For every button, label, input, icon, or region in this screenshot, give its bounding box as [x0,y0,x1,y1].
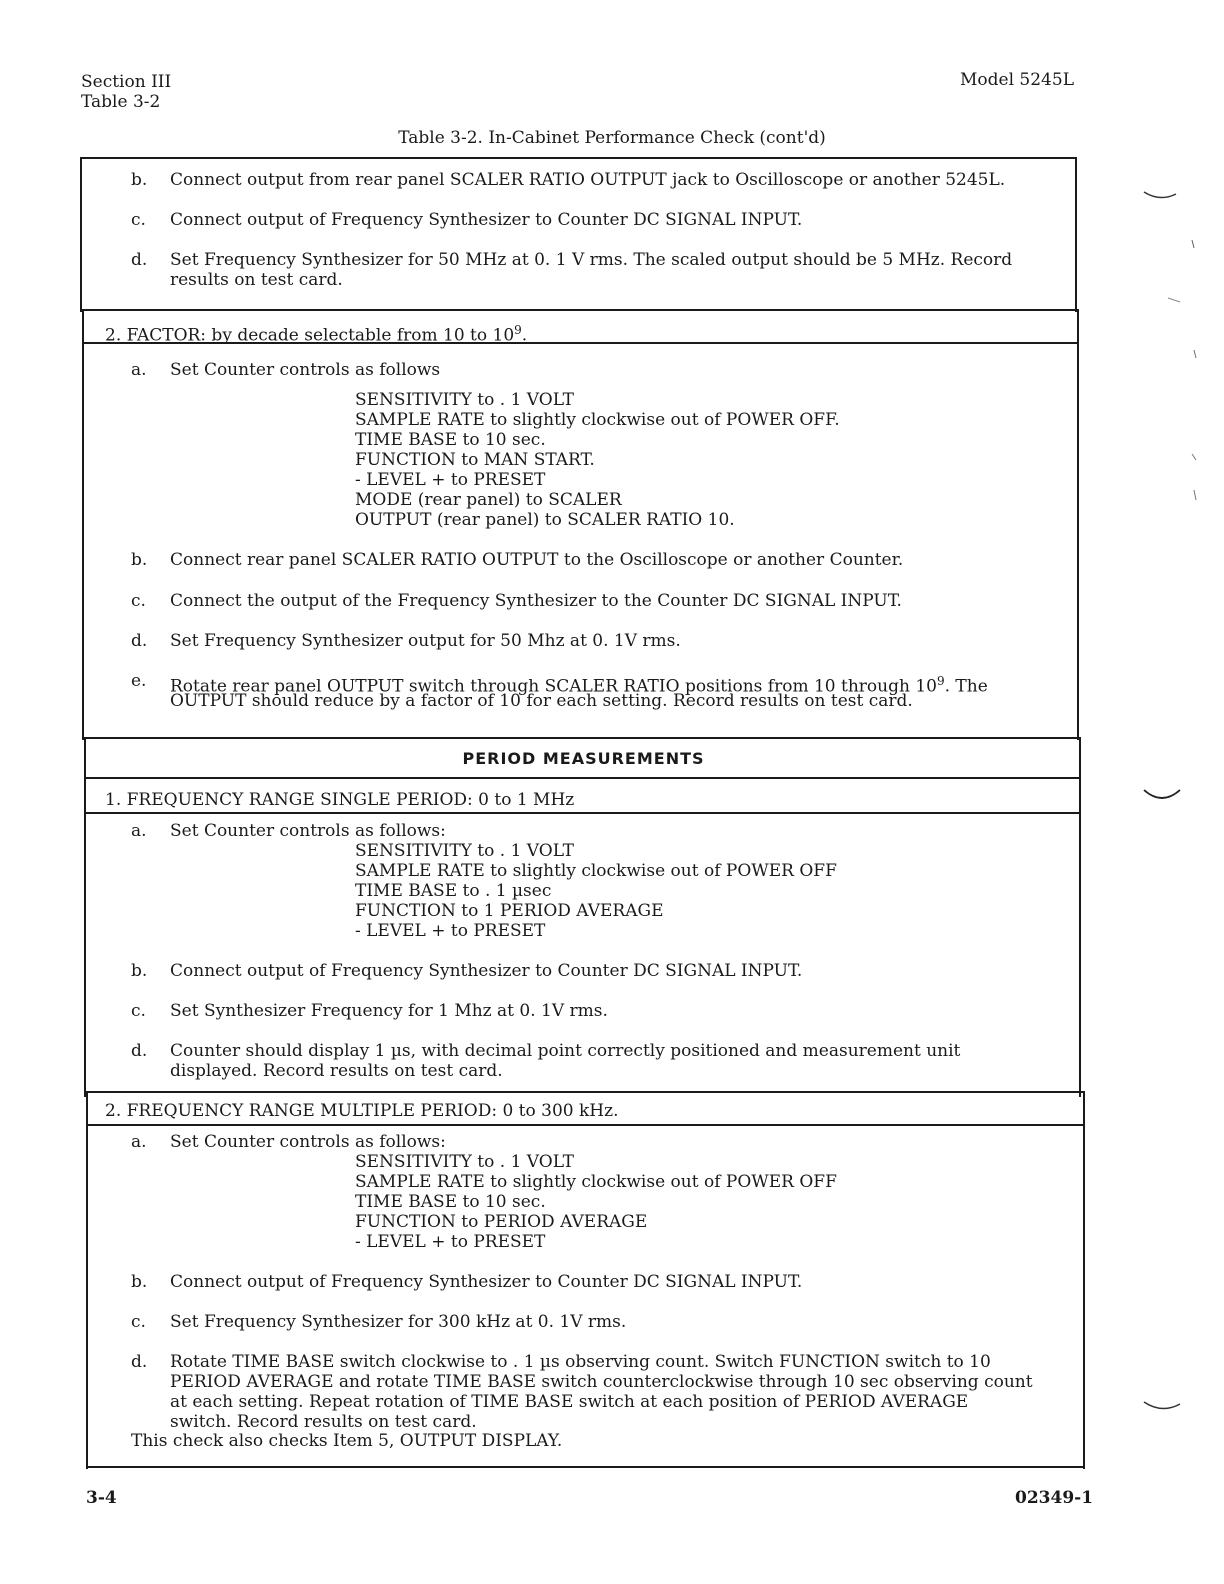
control-setting: SENSITIVITY to . 1 VOLT [355,841,574,861]
step-label: a. [131,1132,147,1152]
step-label: d. [131,250,148,270]
step-text: Connect output from rear panel SCALER RATIO OUTPUT jack to Oscilloscope or another 5245L. [170,170,1006,190]
document-number: 02349-1 [1015,1488,1094,1508]
period-measurements-banner: PERIOD MEASUREMENTS [462,749,705,768]
step-text: Connect output of Frequency Synthesizer to Counter DC SIGNAL INPUT. [170,1272,803,1292]
control-setting: FUNCTION to PERIOD AVERAGE [355,1212,648,1232]
step-label: a. [131,821,147,841]
control-setting: FUNCTION to 1 PERIOD AVERAGE [355,901,664,921]
step-label: c. [131,210,146,230]
step-label: b. [131,961,148,981]
step-label: d. [131,1352,148,1372]
table-reference: Table 3-2 [81,92,161,112]
scan-mark [1144,192,1176,198]
control-setting: FUNCTION to MAN START. [355,450,595,470]
step-text: Set Synthesizer Frequency for 1 Mhz at 0. 1V rms. [170,1001,608,1021]
step-text: Set Counter controls as follows: [170,821,446,841]
step-label: b. [131,170,148,190]
control-setting: TIME BASE to . 1 µsec [355,881,552,901]
step-label: c. [131,591,146,611]
section-label: Section III [81,72,172,92]
scan-mark [1144,1402,1180,1409]
step-text: OUTPUT should reduce by a factor of 10 for each setting. Record results on test card. [170,691,913,711]
page-number: 3-4 [86,1488,117,1508]
heading-text: 2. FACTOR: by decade selectable from 10 to 10 [105,325,515,346]
control-setting: SAMPLE RATE to slightly clockwise out of POWER OFF [355,1172,837,1192]
step-text-end: . The [944,676,988,697]
scan-mark [1192,240,1194,248]
step-text: Connect rear panel SCALER RATIO OUTPUT to the Oscilloscope or another Counter. [170,550,904,570]
step-text: switch. Record results on test card. [170,1412,477,1432]
step-label: b. [131,1272,148,1292]
step-label: c. [131,1312,146,1332]
step-text: at each setting. Repeat rotation of TIME BASE switch at each position of PERIOD AVERAGE [170,1392,969,1412]
step-text: Set Frequency Synthesizer output for 50 Mhz at 0. 1V rms. [170,631,681,651]
scan-mark [1168,298,1180,302]
step-text: Rotate TIME BASE switch clockwise to . 1 µs observing count. Switch FUNCTION switch to 10 [170,1352,991,1372]
model-label: Model 5245L [960,70,1074,90]
scan-margin-marks [1140,180,1210,1420]
step-text: Set Counter controls as follows: [170,1132,446,1152]
section-heading-factor [105,320,527,346]
superscript: 9 [514,323,522,337]
step-text: Connect the output of the Frequency Synthesizer to the Counter DC SIGNAL INPUT. [170,591,902,611]
control-setting: TIME BASE to 10 sec. [355,1192,546,1212]
section-heading-multiple-period: 2. FREQUENCY RANGE MULTIPLE PERIOD: 0 to 300 kHz. [105,1101,619,1121]
step-text: results on test card. [170,270,343,290]
control-setting: SAMPLE RATE to slightly clockwise out of POWER OFF. [355,410,840,430]
step-text: Set Frequency Synthesizer for 300 kHz at 0. 1V rms. [170,1312,627,1332]
control-setting: - LEVEL + to PRESET [355,921,546,941]
scan-mark [1144,790,1180,798]
control-setting: SENSITIVITY to . 1 VOLT [355,390,574,410]
control-setting: SENSITIVITY to . 1 VOLT [355,1152,574,1172]
superscript: 9 [936,674,945,688]
control-setting: OUTPUT (rear panel) to SCALER RATIO 10. [355,510,735,530]
step-label: c. [131,1001,146,1021]
step-label: a. [131,360,147,380]
step-text: Counter should display 1 µs, with decimal point correctly positioned and measurement unit [170,1041,961,1061]
control-setting: SAMPLE RATE to slightly clockwise out of POWER OFF [355,861,837,881]
step-label: b. [131,550,148,570]
step-text: Connect output of Frequency Synthesizer to Counter DC SIGNAL INPUT. [170,210,803,230]
step-text: Connect output of Frequency Synthesizer to Counter DC SIGNAL INPUT. [170,961,803,981]
step-text: PERIOD AVERAGE and rotate TIME BASE switch counterclockwise through 10 sec observing count [170,1372,1033,1392]
scan-mark [1192,454,1196,460]
step-label: d. [131,1041,148,1061]
control-setting: TIME BASE to 10 sec. [355,430,546,450]
scan-mark [1194,490,1196,500]
control-setting: - LEVEL + to PRESET [355,1232,546,1252]
section-heading-single-period: 1. FREQUENCY RANGE SINGLE PERIOD: 0 to 1 MHz [105,790,575,810]
control-setting: MODE (rear panel) to SCALER [355,490,622,510]
step-label: d. [131,631,148,651]
heading-end: . [521,325,528,346]
control-setting: - LEVEL + to PRESET [355,470,546,490]
scan-mark [1194,350,1196,358]
step-text: Set Frequency Synthesizer for 50 MHz at 0. 1 V rms. The scaled output should be 5 MHz. Record [170,250,1013,270]
note-text: This check also checks Item 5, OUTPUT DISPLAY. [131,1431,563,1451]
table-caption: Table 3-2. In-Cabinet Performance Check (cont'd) [398,128,826,148]
step-text-part: Rotate rear panel OUTPUT switch through SCALER RATIO positions from 10 through 10 [170,676,937,697]
step-text: Set Counter controls as follows [170,360,441,380]
step-label: e. [131,671,147,691]
step-text: displayed. Record results on test card. [170,1061,503,1081]
